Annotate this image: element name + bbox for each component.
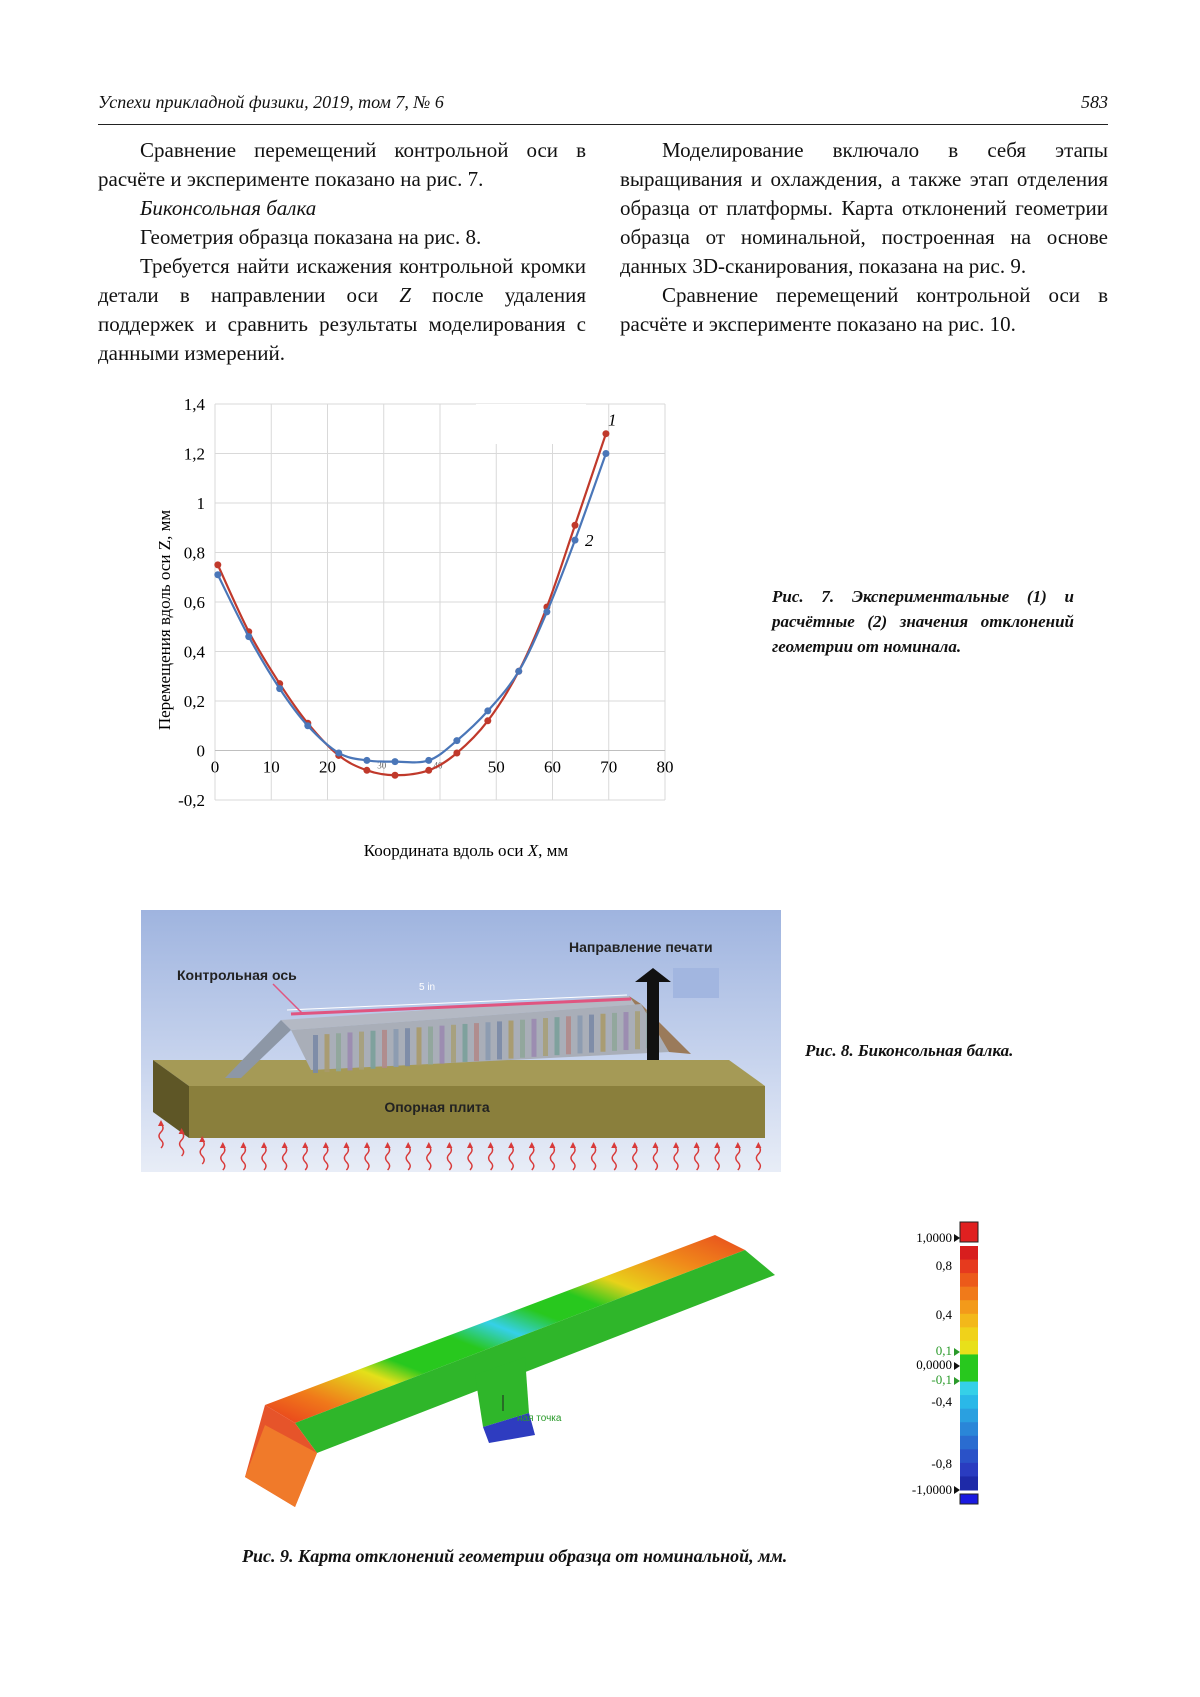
- legend-marker: [954, 1486, 960, 1494]
- data-point-1: [363, 767, 370, 774]
- support-tooth: [578, 1015, 583, 1053]
- running-header: [98, 92, 1108, 122]
- chart-series: [214, 411, 616, 779]
- legend-zero: 0,0000: [916, 1357, 952, 1372]
- fig7-caption: Рис. 7. Экспериментальные (1) и расчётные (2) значения отклонений геометрии от номинала.: [772, 587, 1074, 656]
- legend-swatch: [960, 1395, 978, 1409]
- x-tick-label-small: 40: [433, 760, 443, 771]
- support-tooth: [359, 1032, 364, 1070]
- legend-top-swatch: [960, 1222, 978, 1242]
- base-plate-label: Опорная плита: [384, 1099, 490, 1115]
- support-tooth: [348, 1032, 353, 1070]
- legend-0-8: 0,8: [935, 1258, 952, 1273]
- legend-bar: [954, 1222, 978, 1504]
- support-tooth: [566, 1016, 571, 1054]
- x-tick-label: 20: [319, 757, 336, 777]
- legend-swatch: [960, 1246, 978, 1260]
- data-point-1: [602, 430, 609, 437]
- data-point-1: [392, 772, 399, 779]
- x-tick-labels: [211, 758, 674, 777]
- y-axis-label: Перемещения вдоль оси Z, мм: [155, 509, 174, 731]
- y-tick-label: 1,2: [183, 444, 205, 464]
- support-tooth: [336, 1033, 341, 1071]
- data-point-1: [453, 749, 460, 756]
- support-tooth: [394, 1029, 399, 1067]
- support-tooth: [509, 1021, 514, 1059]
- support-tooth: [486, 1022, 491, 1060]
- legend-swatch: [960, 1287, 978, 1301]
- data-point-2: [484, 707, 491, 714]
- legend-marker: [954, 1377, 960, 1385]
- legend-swatch: [960, 1409, 978, 1423]
- data-point-2: [543, 608, 550, 615]
- data-point-2: [453, 737, 460, 744]
- support-tooth: [382, 1030, 387, 1068]
- y-tick-label: 0,6: [183, 593, 205, 612]
- support-tooth: [624, 1012, 629, 1050]
- legend-swatch: [960, 1436, 978, 1450]
- legend-marker: [954, 1234, 960, 1242]
- fig8-beam-image: [141, 910, 781, 1172]
- support-tooth: [635, 1011, 640, 1049]
- support-tooth: [463, 1024, 468, 1062]
- data-point-2: [425, 757, 432, 764]
- data-point-1: [484, 717, 491, 724]
- y-tick-label: 0,2: [183, 692, 205, 711]
- legend-bottom-swatch: [960, 1494, 978, 1504]
- data-point-2: [245, 633, 252, 640]
- support-tooth: [520, 1020, 525, 1058]
- legend-minus-0-4: -0,4: [931, 1394, 952, 1409]
- support-tooth: [371, 1031, 376, 1069]
- data-point-2: [363, 757, 370, 764]
- legend-swatch: [960, 1449, 978, 1463]
- x-tick-label: 70: [600, 757, 618, 777]
- chart-grid: [215, 404, 665, 800]
- data-point-2: [602, 450, 609, 457]
- y-tick-label: 1,4: [183, 395, 205, 414]
- y-tick-label: 0,8: [183, 543, 205, 563]
- legend-swatch: [960, 1463, 978, 1477]
- support-tooth: [589, 1015, 594, 1053]
- header-rule: [98, 124, 1108, 125]
- legend-swatch: [960, 1300, 978, 1314]
- legend-marker: [954, 1348, 960, 1356]
- legend-minus-0-1: -0,1: [931, 1372, 952, 1387]
- fig9-deviation-map: [235, 1215, 790, 1525]
- x-tick-label: 80: [656, 757, 674, 777]
- paragraph: Сравнение перемещений контрольной оси в расчёте и эксперименте показано на рис. 10.: [620, 283, 1108, 336]
- series-line-2: [218, 454, 606, 763]
- page-number: 583: [1081, 92, 1108, 112]
- control-axis-label: Контрольная ось: [177, 967, 297, 983]
- support-tooth: [601, 1014, 606, 1052]
- support-tooth: [325, 1034, 330, 1072]
- y-tick-labels: [178, 395, 205, 810]
- paragraph: Геометрия образца показана на рис. 8.: [140, 225, 482, 249]
- legend-max: 1,0000: [916, 1230, 952, 1245]
- print-direction-label: Направление печати: [569, 939, 713, 955]
- legend-swatch: [960, 1368, 978, 1382]
- legend-swatch: [960, 1422, 978, 1436]
- fig9-caption: Рис. 9. Карта отклонений геометрии образца от номинальной, мм.: [242, 1546, 788, 1566]
- data-point-2: [335, 749, 342, 756]
- support-tooth: [428, 1027, 433, 1065]
- x-tick-label: 10: [262, 757, 280, 777]
- x-axis-label: Координата вдоль оси X, мм: [363, 841, 569, 860]
- text-run: Требуется найти искажения контрольной кромки детали в направлении оси: [98, 254, 586, 307]
- y-tick-label: 1: [196, 494, 205, 513]
- text-run: после удаления поддержек и сравнить результаты моделирования с данными измерений.: [98, 283, 587, 365]
- legend-mask: [476, 404, 586, 444]
- y-tick-label: 0: [196, 741, 205, 761]
- x-tick-label: 0: [210, 757, 220, 777]
- support-tooth: [532, 1019, 537, 1057]
- legend-minus-0-8: -0,8: [931, 1456, 952, 1471]
- x-tick-label-small: 30: [377, 760, 387, 771]
- axis-symbol: Z: [399, 283, 411, 307]
- legend-swatch: [960, 1382, 978, 1396]
- paragraph: Сравнение перемещений контрольной оси в расчёте и эксперименте показано на рис. 7.: [98, 138, 586, 191]
- legend-marker: [954, 1362, 960, 1370]
- dimension-label: 5 in: [419, 982, 436, 993]
- legend-swatch: [960, 1314, 978, 1328]
- data-point-1: [214, 561, 221, 568]
- legend-swatch: [960, 1273, 978, 1287]
- legend-min: -1,0000: [911, 1482, 952, 1497]
- support-tooth: [612, 1013, 617, 1051]
- y-tick-label: 0,4: [183, 642, 205, 662]
- legend-swatch: [960, 1476, 978, 1490]
- fig8-caption: Рис. 8. Биконсольная балка.: [805, 1041, 1014, 1060]
- paragraph: Моделирование включало в себя этапы выращивания и охлаждения, а также этап отделения образца от платформы. Карта отклонений геометрии образца от номинальной, построенная на основе данных 3D-сканирования, показана на рис. 9.: [620, 138, 1108, 278]
- data-point-1: [572, 522, 579, 529]
- x-tick-label: 50: [487, 757, 505, 777]
- support-tooth: [543, 1018, 548, 1056]
- deviation-chart: [140, 390, 740, 870]
- paragraph: [98, 252, 586, 368]
- support-tooth: [440, 1026, 445, 1064]
- support-tooth: [497, 1021, 502, 1059]
- legend-svg: [870, 1218, 980, 1518]
- support-tooth: [555, 1017, 560, 1055]
- series-label-1: 1: [607, 410, 617, 430]
- series-label-2: 2: [585, 531, 594, 551]
- legend-swatch: [960, 1260, 978, 1274]
- data-point-2: [276, 685, 283, 692]
- y-tick-label: -0,2: [178, 791, 205, 810]
- legend-0-4: 0,4: [935, 1307, 952, 1322]
- data-point-2: [515, 668, 522, 675]
- data-point-1: [425, 767, 432, 774]
- legend-swatch: [960, 1354, 978, 1368]
- support-tooth: [313, 1035, 318, 1073]
- data-point-2: [304, 722, 311, 729]
- x-tick-label: 60: [544, 757, 561, 777]
- data-point-2: [392, 758, 399, 765]
- data-point-2: [214, 571, 221, 578]
- support-tooth: [474, 1023, 479, 1061]
- legend-swatch: [960, 1341, 978, 1355]
- support-tooth: [417, 1027, 422, 1065]
- support-tooth: [405, 1028, 410, 1066]
- text-column-right: [620, 136, 1108, 339]
- section-heading: Биконсольная балка: [140, 196, 317, 220]
- legend-swatch: [960, 1327, 978, 1341]
- color-legend: [870, 1218, 980, 1518]
- point-label: ная точка: [517, 1413, 562, 1424]
- text-column-left: [98, 136, 586, 368]
- legend-0-1: 0,1: [935, 1343, 952, 1358]
- data-point-2: [572, 537, 579, 544]
- journal-title: Успехи прикладной физики, 2019, том 7, № 6: [98, 92, 444, 112]
- print-direction-patch: [673, 968, 719, 998]
- support-tooth: [451, 1025, 456, 1063]
